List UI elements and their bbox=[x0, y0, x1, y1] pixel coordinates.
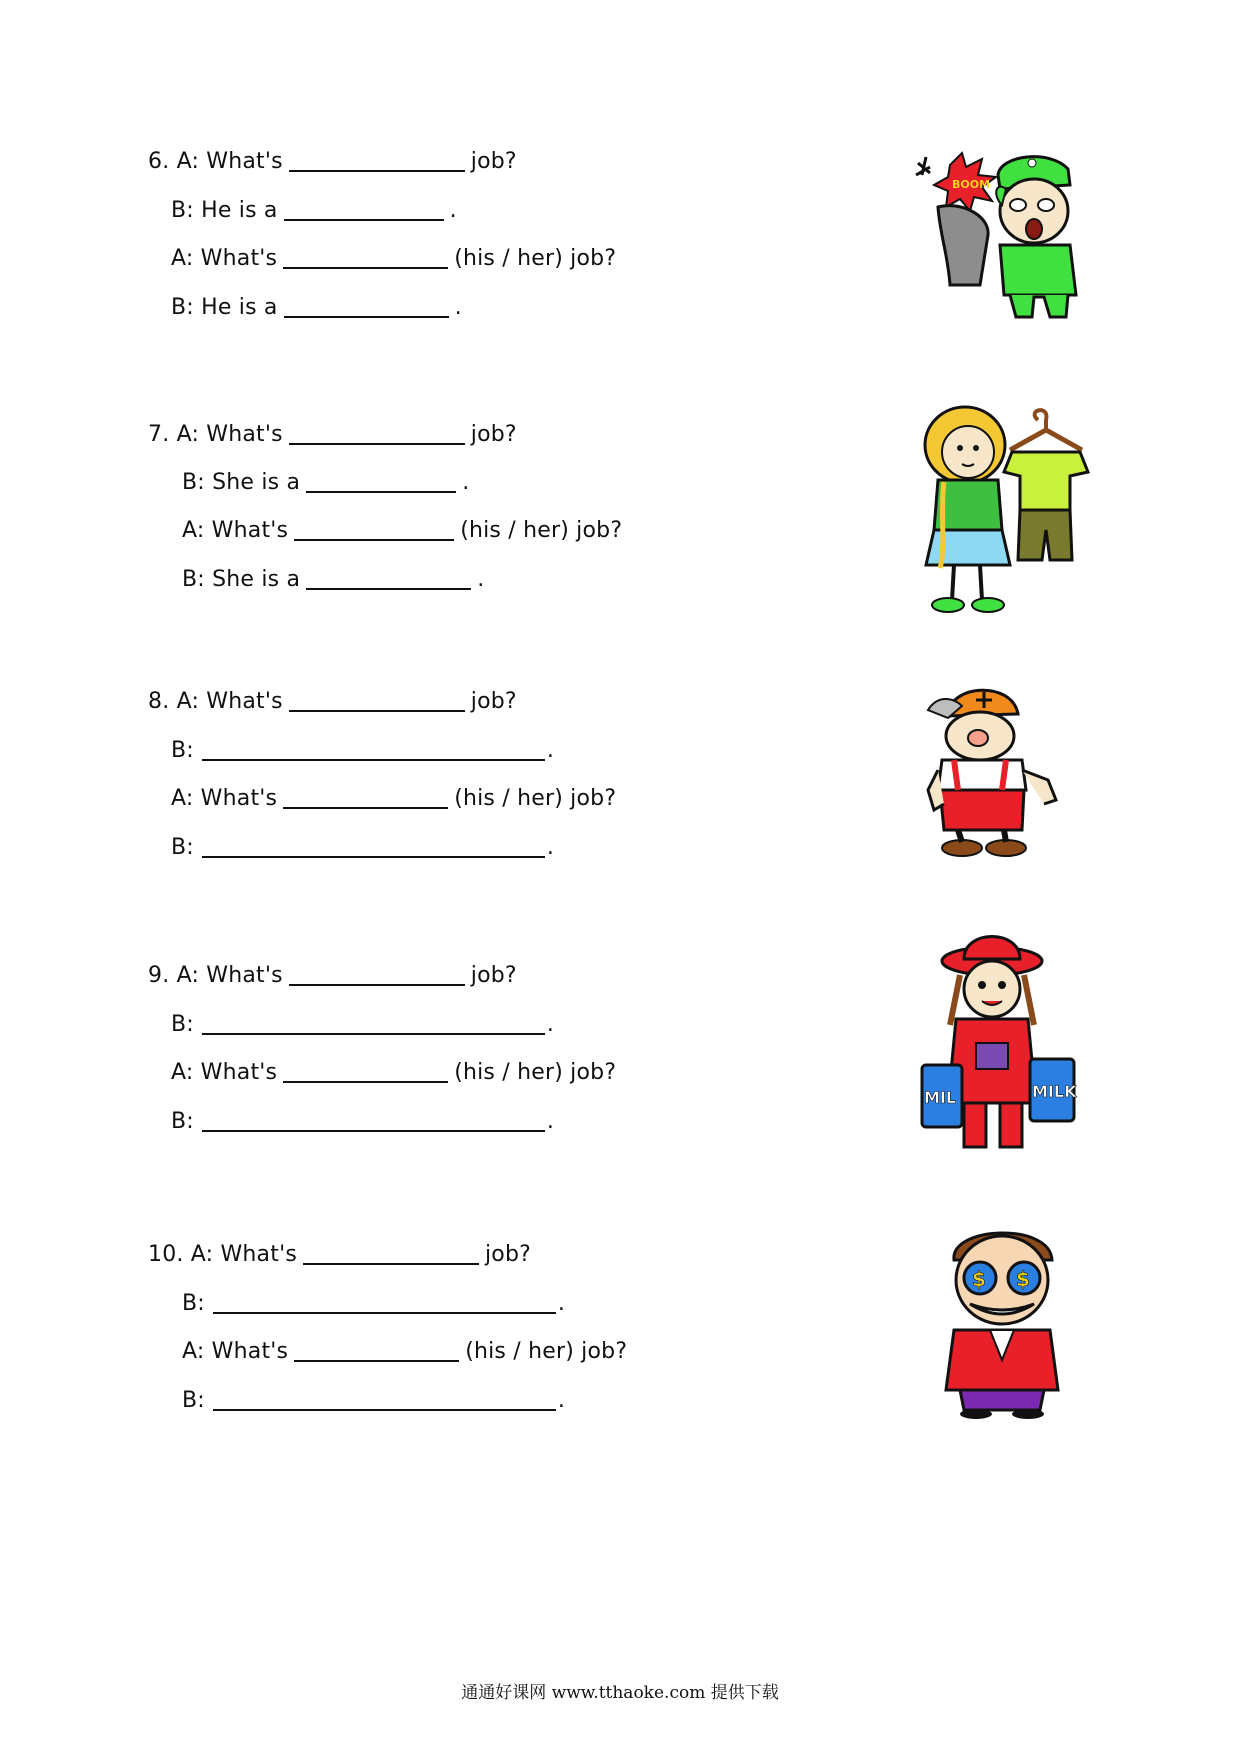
answer-blank[interactable] bbox=[202, 1011, 545, 1035]
q6-line-4: B: He is a . bbox=[171, 295, 462, 320]
q8-line-3: A: What's (his / her) job? bbox=[171, 786, 617, 811]
businessman-icon bbox=[940, 1220, 1070, 1420]
q7-line-4: B: She is a . bbox=[182, 567, 485, 592]
answer-blank[interactable] bbox=[202, 1108, 545, 1132]
answer-blank[interactable] bbox=[202, 737, 545, 761]
answer-blank[interactable] bbox=[213, 1290, 556, 1314]
q10-line-4: B: . bbox=[182, 1388, 566, 1413]
answer-blank[interactable] bbox=[283, 785, 448, 809]
tailor-icon bbox=[920, 400, 1090, 615]
q9-line-4: B: . bbox=[171, 1109, 555, 1134]
answer-blank[interactable] bbox=[306, 469, 456, 493]
answer-blank[interactable] bbox=[289, 688, 465, 712]
svg-text:$: $ bbox=[1016, 1267, 1030, 1291]
boom-text: BOOM bbox=[952, 178, 991, 191]
question-number: 7. bbox=[148, 422, 170, 447]
q6-line-3: A: What's (his / her) job? bbox=[171, 246, 617, 271]
q6-line-2: B: He is a . bbox=[171, 198, 457, 223]
answer-blank[interactable] bbox=[283, 1059, 448, 1083]
worker-icon bbox=[918, 680, 1068, 860]
milkmaid-icon bbox=[920, 925, 1080, 1155]
answer-blank[interactable] bbox=[294, 517, 454, 541]
soldier-icon bbox=[900, 145, 1100, 320]
footer-source-note: 通通好课网 www.tthaoke.com 提供下载 bbox=[461, 1683, 779, 1703]
q7-line-3: A: What's (his / her) job? bbox=[182, 518, 623, 543]
answer-blank[interactable] bbox=[284, 294, 449, 318]
answer-blank[interactable] bbox=[213, 1387, 556, 1411]
q9-line-3: A: What's (his / her) job? bbox=[171, 1060, 617, 1085]
question-number: 6. bbox=[148, 149, 170, 174]
q9-line-1: 9. A: What's job? bbox=[148, 963, 517, 988]
q10-line-3: A: What's (his / her) job? bbox=[182, 1339, 628, 1364]
milk-can-label-right: MILK bbox=[1032, 1082, 1077, 1101]
q10-line-2: B: . bbox=[182, 1291, 566, 1316]
question-number: 10. bbox=[148, 1242, 184, 1267]
q8-line-4: B: . bbox=[171, 835, 555, 860]
answer-blank[interactable] bbox=[294, 1338, 459, 1362]
q10-line-1: 10. A: What's job? bbox=[148, 1242, 531, 1267]
answer-blank[interactable] bbox=[289, 962, 465, 986]
question-number: 9. bbox=[148, 963, 170, 988]
answer-blank[interactable] bbox=[289, 148, 465, 172]
answer-blank[interactable] bbox=[284, 197, 444, 221]
q6-line-1: 6. A: What's job? bbox=[148, 149, 517, 174]
answer-blank[interactable] bbox=[283, 245, 448, 269]
answer-blank[interactable] bbox=[303, 1241, 479, 1265]
milk-can-label-left: MIL bbox=[924, 1088, 957, 1107]
question-number: 8. bbox=[148, 689, 170, 714]
q8-line-2: B: . bbox=[171, 738, 555, 763]
q9-line-2: B: . bbox=[171, 1012, 555, 1037]
q7-line-2: B: She is a . bbox=[182, 470, 470, 495]
q7-line-1: 7. A: What's job? bbox=[148, 422, 517, 447]
answer-blank[interactable] bbox=[306, 566, 471, 590]
svg-text:$: $ bbox=[972, 1267, 986, 1291]
q8-line-1: 8. A: What's job? bbox=[148, 689, 517, 714]
answer-blank[interactable] bbox=[202, 834, 545, 858]
answer-blank[interactable] bbox=[289, 421, 465, 445]
